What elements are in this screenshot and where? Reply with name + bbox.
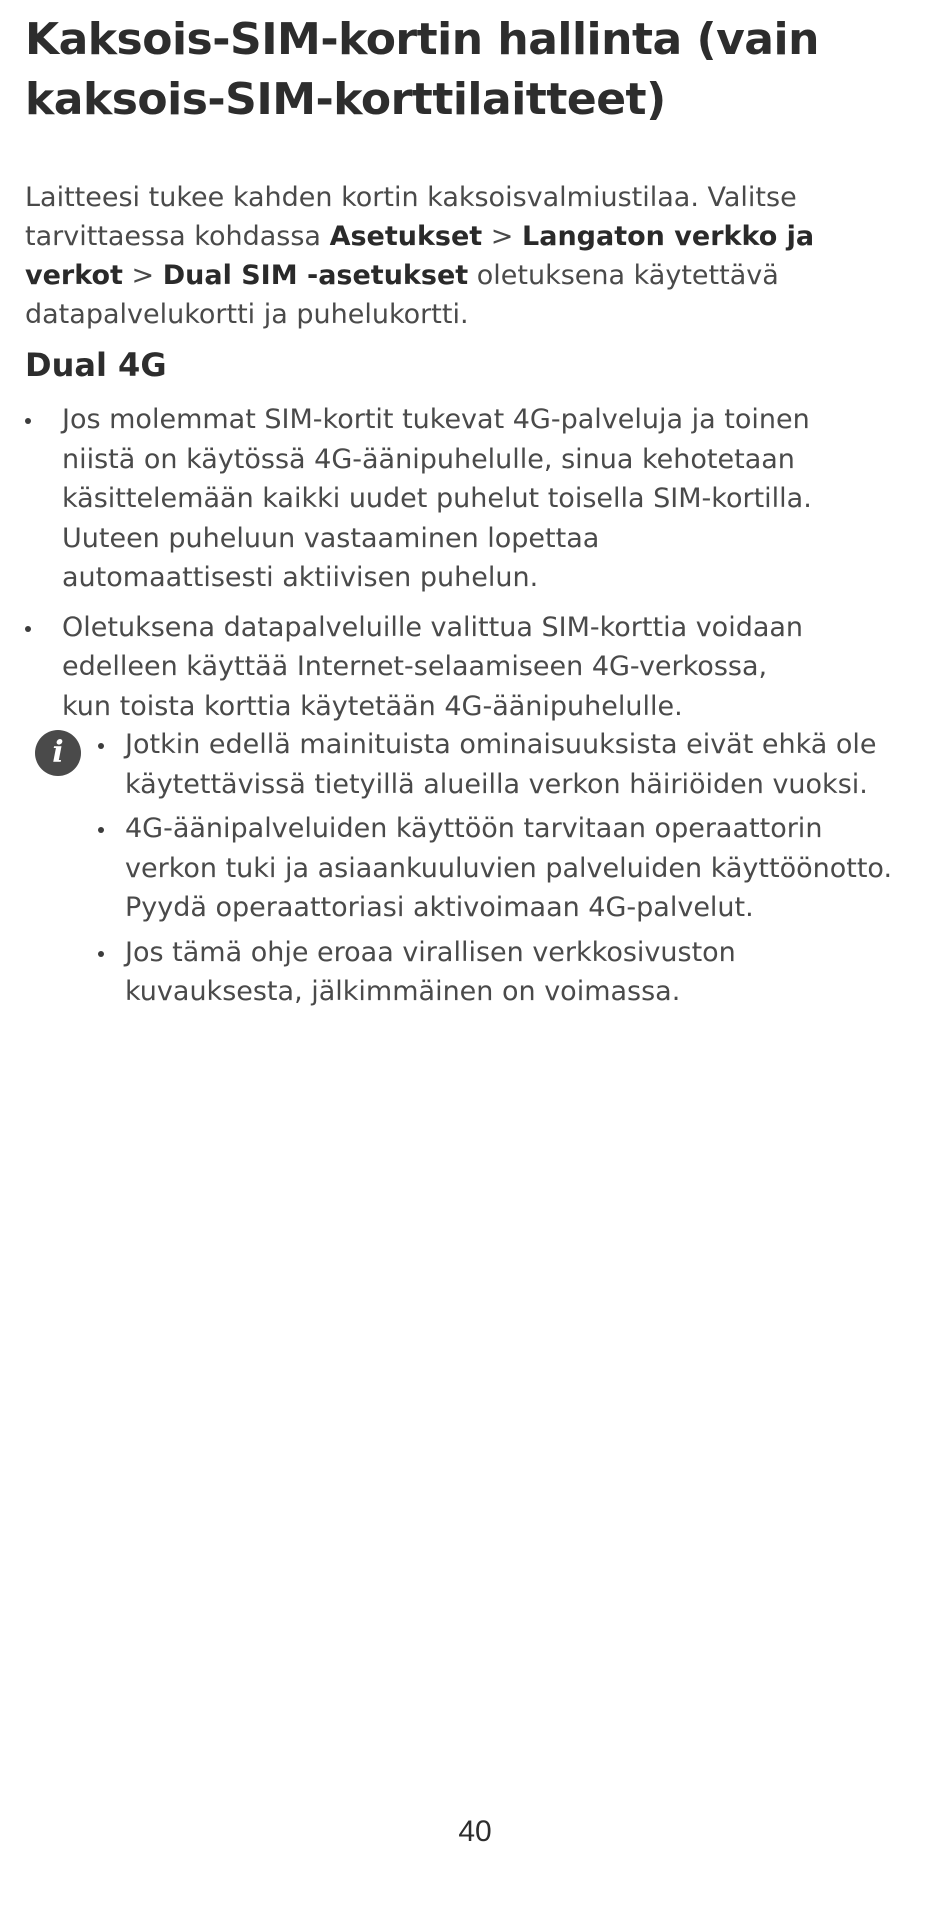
intro-separator-1: > [482, 221, 523, 252]
info-icon: i [35, 730, 81, 776]
note-list [98, 725, 898, 1017]
section-title: Dual 4G [25, 346, 167, 384]
note-item [98, 725, 898, 804]
note-item-text: Jotkin edellä mainituista ominaisuuksista eivät ehkä ole käytettävissä tietyillä alueilla verkon häiriöiden vuoksi. [125, 729, 877, 800]
note-item-text: Jos tämä ohje eroaa virallisen verkkosivuston kuvauksesta, jälkimmäinen on voimassa. [125, 936, 736, 1007]
intro-bold-settings: Asetukset [329, 221, 483, 252]
intro-separator-2: > [122, 260, 163, 291]
bullet-icon [98, 827, 104, 833]
bullet-icon [25, 418, 31, 424]
intro-paragraph [25, 178, 825, 334]
note-item [98, 933, 898, 1012]
note-item [98, 809, 898, 928]
intro-text-1: Laitteesi tukee kahden kortin kaksoisvalmiustilaa. Valitse tarvittaessa kohdassa [25, 182, 797, 252]
list-item-text: Jos molemmat SIM-kortit tukevat 4G-palveluja ja toinen niistä on käytössä 4G-äänipuhelulle, sinua kehotetaan käsittelemään kaikki uudet puhelut toisella SIM-kortilla. Uuteen puheluun vastaaminen lopettaa automaattisesti aktiivisen puhelun. [62, 404, 812, 593]
bullet-icon [98, 743, 104, 749]
bullet-icon [98, 951, 104, 957]
list-item [25, 608, 815, 727]
bullet-list [25, 400, 815, 736]
intro-bold-wireless: Langaton verkko ja verkot [25, 221, 815, 291]
list-item [25, 400, 815, 598]
bullet-icon [25, 626, 31, 632]
page-title: Kaksois-SIM-kortin hallinta (vain kaksois-SIM-korttilaitteet) [25, 14, 819, 125]
intro-bold-dual-sim: Dual SIM -asetukset [162, 260, 469, 291]
intro-text-2: oletuksena käytettävä datapalvelukortti ja puhelukortti. [25, 260, 779, 330]
page-number: 40 [458, 1815, 492, 1848]
list-item-text: Oletuksena datapalveluille valittua SIM-korttia voidaan edelleen käyttää Internet-selaamiseen 4G-verkossa, kun toista korttia käytetään 4G-äänipuhelulle. [62, 611, 804, 722]
note-item-text: 4G-äänipalveluiden käyttöön tarvitaan operaattorin verkon tuki ja asiaankuuluvien palveluiden käyttöönotto. Pyydä operaattoriasi aktivoimaan 4G-palvelut. [125, 813, 893, 923]
